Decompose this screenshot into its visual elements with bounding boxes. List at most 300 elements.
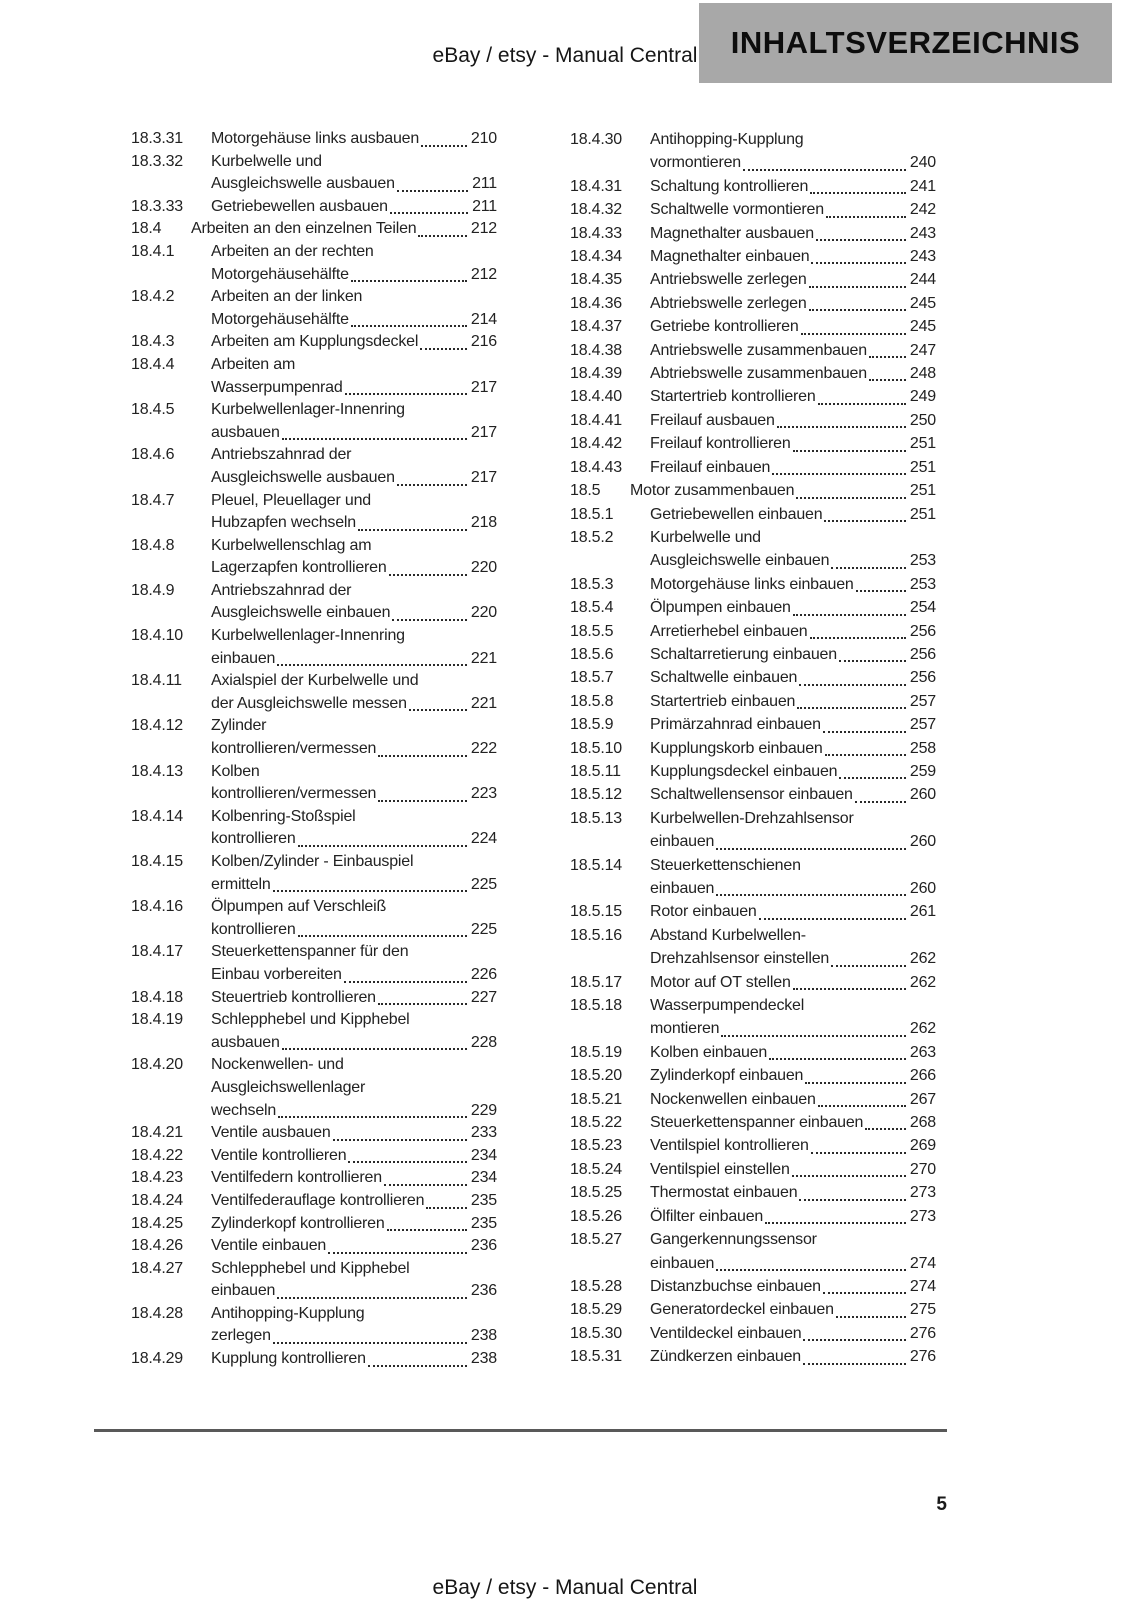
toc-entry-number: 18.4.8 xyxy=(131,536,175,554)
toc-entry-title: Antriebswelle zusammenbauen 247 xyxy=(650,339,936,362)
toc-entry-title: Schaltwelle einbauen 256 xyxy=(650,666,936,689)
toc-entry-title: Kolbenring-Stoßspiel kontrollieren 224 xyxy=(211,806,497,851)
toc-entry-page: 241 xyxy=(909,177,936,195)
toc-entry xyxy=(131,399,497,444)
dot-leader xyxy=(799,684,906,686)
toc-entry-title: Getriebewellen einbauen 251 xyxy=(650,503,936,526)
toc-entry-page: 225 xyxy=(470,920,497,938)
toc-entry-page: 220 xyxy=(470,559,497,577)
toc-entry-page: 268 xyxy=(909,1114,936,1132)
toc-entry-title: Getriebewellen ausbauen 211 xyxy=(211,196,497,219)
toc-entry xyxy=(131,1235,497,1258)
dot-leader xyxy=(765,1222,906,1224)
dot-leader xyxy=(811,1152,906,1154)
toc-entry xyxy=(570,432,936,455)
toc-entry-page: 217 xyxy=(470,378,497,396)
toc-entry-number: 18.5.24 xyxy=(570,1160,622,1178)
dot-leader xyxy=(397,484,467,486)
toc-entry-page: 250 xyxy=(909,411,936,429)
dot-leader xyxy=(743,169,906,171)
dot-leader xyxy=(805,1082,906,1084)
toc-entry-title: Arbeiten am Kupplungsdeckel 216 xyxy=(211,331,497,354)
dot-leader xyxy=(378,1003,467,1005)
toc-entry-page: 240 xyxy=(909,154,936,172)
toc-entry xyxy=(131,196,497,219)
toc-entry-page: 263 xyxy=(909,1043,936,1061)
dot-leader xyxy=(397,190,468,192)
toc-entry-page: 260 xyxy=(909,786,936,804)
toc-entry xyxy=(570,713,936,736)
toc-entry-title: Getriebe kontrollieren 245 xyxy=(650,315,936,338)
toc-entry-number: 18.4.19 xyxy=(131,1011,183,1029)
toc-entry-page: 251 xyxy=(909,458,936,476)
toc-entry-number: 18.5.15 xyxy=(570,903,622,921)
toc-entry-page: 258 xyxy=(909,739,936,757)
toc-entry-number: 18.5.19 xyxy=(570,1043,622,1061)
toc-entry-page: 244 xyxy=(909,271,936,289)
toc-entry-number: 18.4.28 xyxy=(131,1304,183,1322)
toc-entry-title: Ventilspiel einstellen 270 xyxy=(650,1158,936,1181)
toc-entry-title: Magnethalter einbauen 243 xyxy=(650,245,936,268)
page-title: INHALTSVERZEICHNIS xyxy=(730,25,1081,60)
toc-entry-number: 18.5.18 xyxy=(570,997,622,1015)
toc-entry-title: Kupplung kontrollieren 238 xyxy=(211,1348,497,1371)
toc-entry-number: 18.5.28 xyxy=(570,1277,622,1295)
toc-entry-title: Nockenwellen- und Ausgleichswellenlager wechseln 229 xyxy=(211,1054,497,1122)
toc-entry-page: 218 xyxy=(470,514,497,532)
toc-entry-title: Arbeiten an den einzelnen Teilen 212 xyxy=(191,218,497,241)
toc-entry-number: 18.4.25 xyxy=(131,1214,183,1232)
dot-leader xyxy=(333,1139,467,1141)
toc-entry-number: 18.4.13 xyxy=(131,762,183,780)
toc-entry-title: Arbeiten an der linken Motorgehäusehälfte 214 xyxy=(211,286,497,331)
toc-entry-number: 18.5.31 xyxy=(570,1348,622,1366)
toc-entry-number: 18.5.29 xyxy=(570,1301,622,1319)
toc-entry xyxy=(570,807,936,854)
toc-entry-number: 18.4.20 xyxy=(131,1056,183,1074)
toc-entry xyxy=(570,503,936,526)
toc-entry-number: 18.4.17 xyxy=(131,943,183,961)
toc-entry-number: 18.5 xyxy=(570,482,601,500)
toc-entry-title: Freilauf einbauen 251 xyxy=(650,456,936,479)
toc-entry-title: Freilauf kontrollieren 251 xyxy=(650,432,936,455)
toc-entry-title: Antihopping-Kupplung vormontieren 240 xyxy=(650,128,936,175)
toc-entry-title: Ventilspiel kontrollieren 269 xyxy=(650,1134,936,1157)
toc-entry xyxy=(570,760,936,783)
dot-leader xyxy=(351,280,467,282)
toc-entry xyxy=(131,1190,497,1213)
toc-entry xyxy=(131,444,497,489)
toc-entry xyxy=(570,198,936,221)
toc-entry-number: 18.4.32 xyxy=(570,201,622,219)
toc-entry-number: 18.4.22 xyxy=(131,1146,183,1164)
dot-leader xyxy=(803,1363,906,1365)
toc-entry-page: 248 xyxy=(909,365,936,383)
dot-leader xyxy=(389,574,467,576)
toc-entry-number: 18.4.9 xyxy=(131,581,175,599)
toc-entry-number: 18.5.25 xyxy=(570,1184,622,1202)
dot-leader xyxy=(278,1116,467,1118)
toc-entry-page: 273 xyxy=(909,1207,936,1225)
dot-leader xyxy=(796,497,906,499)
toc-entry xyxy=(570,924,936,971)
dot-leader xyxy=(869,356,906,358)
dot-leader xyxy=(793,988,906,990)
dot-leader xyxy=(793,450,906,452)
toc-entry xyxy=(131,286,497,331)
toc-entry-number: 18.4.26 xyxy=(131,1237,183,1255)
toc-entry xyxy=(131,670,497,715)
toc-entry-page: 235 xyxy=(470,1191,497,1209)
toc-entry-page: 229 xyxy=(470,1101,497,1119)
toc-entry xyxy=(131,1054,497,1122)
toc-entry-title: Kolben einbauen 263 xyxy=(650,1041,936,1064)
toc-entry-number: 18.4.11 xyxy=(131,672,182,690)
dot-leader xyxy=(298,845,467,847)
dot-leader xyxy=(390,212,468,214)
toc-entry xyxy=(131,535,497,580)
toc-entry-title: Antihopping-Kupplung zerlegen 238 xyxy=(211,1303,497,1348)
toc-entry-number: 18.4.3 xyxy=(131,333,175,351)
dot-leader xyxy=(836,1316,906,1318)
toc-entry xyxy=(570,268,936,291)
dot-leader xyxy=(277,664,467,666)
dot-leader xyxy=(831,965,906,967)
dot-leader xyxy=(421,145,467,147)
toc-entry-page: 274 xyxy=(909,1254,936,1272)
dot-leader xyxy=(409,709,467,711)
toc-entry-page: 236 xyxy=(470,1237,497,1255)
dot-leader xyxy=(273,1342,467,1344)
dot-leader xyxy=(793,614,906,616)
toc-entry-page: 234 xyxy=(470,1169,497,1187)
toc-entry xyxy=(570,690,936,713)
toc-entry xyxy=(570,854,936,901)
toc-entry-page: 262 xyxy=(909,1020,936,1038)
toc-entry-page: 242 xyxy=(909,201,936,219)
toc-entry xyxy=(131,331,497,354)
dot-leader xyxy=(345,393,467,395)
toc-entry-page: 262 xyxy=(909,950,936,968)
dot-leader xyxy=(803,1339,905,1341)
toc-entry-title: Ventilfedern kontrollieren 234 xyxy=(211,1167,497,1190)
toc-entry-number: 18.4.31 xyxy=(570,177,622,195)
toc-entry-number: 18.3.33 xyxy=(131,197,183,215)
toc-entry xyxy=(570,362,936,385)
toc-entry-number: 18.4.42 xyxy=(570,435,622,453)
toc-entry-number: 18.5.14 xyxy=(570,856,622,874)
toc-entry-title: Steuerkettenschienen einbauen 260 xyxy=(650,854,936,901)
toc-entry-page: 267 xyxy=(909,1090,936,1108)
toc-entry-title: Rotor einbauen 261 xyxy=(650,900,936,923)
dot-leader xyxy=(716,848,906,850)
toc-entry-page: 212 xyxy=(470,265,497,283)
toc-entry xyxy=(570,666,936,689)
toc-entry-page: 211 xyxy=(472,175,497,193)
toc-entry-title: Startertrieb einbauen 257 xyxy=(650,690,936,713)
toc-entry-title: Magnethalter ausbauen 243 xyxy=(650,222,936,245)
toc-entry-page: 238 xyxy=(470,1327,497,1345)
dot-leader xyxy=(799,1199,905,1201)
dot-leader xyxy=(772,473,906,475)
toc-entry xyxy=(570,1228,936,1275)
toc-entry xyxy=(570,620,936,643)
toc-entry-number: 18.4.33 xyxy=(570,224,622,242)
toc-entry-title: Abtriebswelle zusammenbauen 248 xyxy=(650,362,936,385)
toc-entry-page: 212 xyxy=(470,220,497,238)
toc-entry-title: Motor auf OT stellen 262 xyxy=(650,971,936,994)
toc-entry-title: Kurbelwelle und Ausgleichswelle einbauen 253 xyxy=(650,526,936,573)
toc-entry-title: Kupplungskorb einbauen 258 xyxy=(650,737,936,760)
toc-entry-title: Kolben kontrollieren/vermessen 223 xyxy=(211,761,497,806)
toc-entry-number: 18.5.9 xyxy=(570,716,614,734)
toc-entry-number: 18.5.5 xyxy=(570,622,614,640)
toc-entry-number: 18.4.41 xyxy=(570,411,622,429)
toc-entry-page: 276 xyxy=(909,1348,936,1366)
toc-entry-title: Abtriebswelle zerlegen 245 xyxy=(650,292,936,315)
dot-leader xyxy=(716,1269,906,1271)
dot-leader xyxy=(809,286,906,288)
toc-entry-number: 18.5.6 xyxy=(570,645,614,663)
toc-entry-title: Kurbelwellenschlag am Lagerzapfen kontrollieren 220 xyxy=(211,535,497,580)
toc-entry xyxy=(131,851,497,896)
dot-leader xyxy=(865,1128,906,1130)
toc-entry-title: Schaltwelle vormontieren 242 xyxy=(650,198,936,221)
toc-entry-number: 18.4.35 xyxy=(570,271,622,289)
toc-column-left xyxy=(131,128,497,1371)
toc-entry xyxy=(570,1134,936,1157)
toc-entry-number: 18.5.13 xyxy=(570,809,622,827)
toc-entry-title: Zylinderkopf einbauen 266 xyxy=(650,1064,936,1087)
toc-entry-title: Arbeiten an der rechten Motorgehäusehälfte 212 xyxy=(211,241,497,286)
toc-entry-page: 210 xyxy=(470,130,497,147)
toc-entry-page: 233 xyxy=(470,1124,497,1142)
toc-entry-page: 235 xyxy=(470,1214,497,1232)
toc-entry xyxy=(131,580,497,625)
toc-entry-page: 220 xyxy=(470,604,497,622)
toc-entry-page: 251 xyxy=(909,482,936,500)
toc-entry-number: 18.4.37 xyxy=(570,318,622,336)
footer-doc-label: eBay / etsy - Manual Central xyxy=(432,1576,698,1599)
toc-entry-number: 18.5.20 xyxy=(570,1067,622,1085)
toc-entry-number: 18.4.4 xyxy=(131,355,175,373)
toc-entry xyxy=(570,222,936,245)
toc-entry-page: 247 xyxy=(909,341,936,359)
toc-entry-title: Motor zusammenbauen 251 xyxy=(630,479,936,502)
toc-entry xyxy=(131,987,497,1010)
toc-entry-title: Ventilfederauflage kontrollieren 235 xyxy=(211,1190,497,1213)
toc-entry-page: 214 xyxy=(470,310,497,328)
toc-entry xyxy=(131,1145,497,1168)
dot-leader xyxy=(277,1297,467,1299)
toc-entry-number: 18.4.29 xyxy=(131,1350,183,1368)
toc-entry-page: 223 xyxy=(470,785,497,803)
toc-entry-number: 18.5.17 xyxy=(570,973,622,991)
dot-leader xyxy=(378,800,467,802)
toc-entry xyxy=(131,1122,497,1145)
toc-entry-number: 18.4.34 xyxy=(570,248,622,266)
toc-entry xyxy=(131,625,497,670)
toc-entry xyxy=(131,896,497,941)
toc-entry-title: Schlepphebel und Kipphebel ausbauen 228 xyxy=(211,1009,497,1054)
toc-entry-page: 257 xyxy=(909,716,936,734)
toc-entry-page: 238 xyxy=(470,1350,497,1368)
toc-entry-page: 253 xyxy=(909,575,936,593)
toc-entry-page: 260 xyxy=(909,833,936,851)
toc-entry-number: 18.4.38 xyxy=(570,341,622,359)
toc-entry-number: 18.4.30 xyxy=(570,131,622,148)
dot-leader xyxy=(831,567,906,569)
toc-entry-title: Abstand Kurbelwellen- Drehzahlsensor einstellen 262 xyxy=(650,924,936,971)
title-band xyxy=(699,3,1112,83)
toc-entry-page: 221 xyxy=(470,649,497,667)
dot-leader xyxy=(426,1207,467,1209)
toc-entry-title: Ventile ausbauen 233 xyxy=(211,1122,497,1145)
dot-leader xyxy=(298,935,467,937)
toc-entry-title: Primärzahnrad einbauen 257 xyxy=(650,713,936,736)
toc-entry-number: 18.4.24 xyxy=(131,1191,183,1209)
dot-leader xyxy=(818,403,906,405)
toc-entry xyxy=(570,1345,936,1368)
toc-entry-page: 221 xyxy=(470,694,497,712)
dot-leader xyxy=(777,426,906,428)
toc-entry-title: Steuerkettenspanner für den Einbau vorbereiten 226 xyxy=(211,941,497,986)
toc-entry xyxy=(570,479,936,502)
dot-leader xyxy=(824,520,905,522)
toc-entry xyxy=(570,1205,936,1228)
toc-entry-number: 18.5.30 xyxy=(570,1324,622,1342)
toc-entry-title: Axialspiel der Kurbelwelle und der Ausgleichswelle messen 221 xyxy=(211,670,497,715)
dot-leader xyxy=(816,239,906,241)
toc-entry xyxy=(131,1213,497,1236)
dot-leader xyxy=(328,1252,467,1254)
toc-entry-page: 222 xyxy=(470,740,497,758)
toc-entry-number: 18.5.2 xyxy=(570,528,614,546)
dot-leader xyxy=(792,1175,906,1177)
toc-entry-page: 270 xyxy=(909,1160,936,1178)
toc-entry-title: Kurbelwellenlager-Innenring einbauen 221 xyxy=(211,625,497,670)
toc-entry xyxy=(570,456,936,479)
dot-leader xyxy=(818,1105,906,1107)
toc-entry xyxy=(131,761,497,806)
toc-entry-number: 18.4.5 xyxy=(131,401,175,419)
dot-leader xyxy=(856,590,906,592)
toc-entry xyxy=(570,526,936,573)
toc-entry xyxy=(131,151,497,196)
toc-entry-page: 260 xyxy=(909,880,936,897)
toc-entry-number: 18.3.31 xyxy=(131,130,183,147)
toc-entry-title: Arbeiten am Wasserpumpenrad 217 xyxy=(211,354,497,399)
header-doc-label: eBay / etsy - Manual Central xyxy=(432,44,698,67)
toc-entry-page: 256 xyxy=(909,622,936,640)
toc-entry-title: Schaltarretierung einbauen 256 xyxy=(650,643,936,666)
toc-entry-page: 226 xyxy=(470,965,497,983)
toc-entry xyxy=(570,1181,936,1204)
toc-entry xyxy=(570,1064,936,1087)
dot-leader xyxy=(826,216,906,218)
dot-leader xyxy=(282,438,467,440)
toc-entry-number: 18.4.16 xyxy=(131,898,183,916)
toc-entry-title: Ventile kontrollieren 234 xyxy=(211,1145,497,1168)
toc-entry-title: Zylinderkopf kontrollieren 235 xyxy=(211,1213,497,1236)
toc-entry-page: 228 xyxy=(470,1033,497,1051)
dot-leader xyxy=(282,1048,467,1050)
toc-entry xyxy=(570,994,936,1041)
toc-entry-number: 18.4.15 xyxy=(131,853,183,870)
toc-entry-number: 18.4.36 xyxy=(570,294,622,312)
toc-entry xyxy=(570,1298,936,1321)
toc-entry-number: 18.4.6 xyxy=(131,446,175,464)
toc-entry-number: 18.4.23 xyxy=(131,1169,183,1187)
toc-entry-title: Ventile einbauen 236 xyxy=(211,1235,497,1258)
dot-leader xyxy=(825,754,906,756)
toc-entry xyxy=(131,1167,497,1190)
toc-entry-number: 18.5.23 xyxy=(570,1137,622,1155)
toc-entry xyxy=(131,941,497,986)
toc-entry-page: 245 xyxy=(909,294,936,312)
toc-entry-page: 261 xyxy=(909,903,936,921)
toc-entry-page: 254 xyxy=(909,599,936,617)
toc-entry xyxy=(131,1258,497,1303)
toc-entry xyxy=(131,1009,497,1054)
toc-entry xyxy=(570,385,936,408)
toc-entry-page: 269 xyxy=(909,1137,936,1155)
toc-entry-title: Kupplungsdeckel einbauen 259 xyxy=(650,760,936,783)
toc-entry-page: 259 xyxy=(909,762,936,780)
dot-leader xyxy=(368,1365,467,1367)
toc-entry-page: 253 xyxy=(909,552,936,570)
toc-entry-title: Nockenwellen einbauen 267 xyxy=(650,1088,936,1111)
toc-entry-title: Kolben/Zylinder - Einbauspiel ermitteln 225 xyxy=(211,851,497,896)
toc-entry-page: 234 xyxy=(470,1146,497,1164)
dot-leader xyxy=(839,660,906,662)
toc-entry-number: 18.5.4 xyxy=(570,599,614,617)
toc-entry xyxy=(131,715,497,760)
dot-leader xyxy=(823,731,906,733)
toc-entry-title: Thermostat einbauen 273 xyxy=(650,1181,936,1204)
toc-entry-title: Motorgehäuse links einbauen 253 xyxy=(650,573,936,596)
dot-leader xyxy=(378,755,467,757)
toc-entry-page: 224 xyxy=(470,830,497,848)
toc-entry-page: 243 xyxy=(909,224,936,242)
dot-leader xyxy=(810,192,906,194)
toc-entry xyxy=(570,245,936,268)
dot-leader xyxy=(769,1058,906,1060)
toc-entry-number: 18.5.3 xyxy=(570,575,614,593)
toc-entry-number: 18.5.21 xyxy=(570,1090,622,1108)
toc-entry xyxy=(570,1275,936,1298)
toc-entry-number: 18.4.12 xyxy=(131,717,183,735)
toc-entry-number: 18.4.39 xyxy=(570,365,622,383)
toc-entry xyxy=(570,315,936,338)
toc-entry xyxy=(570,573,936,596)
dot-leader xyxy=(351,325,467,327)
toc-entry-number: 18.4.10 xyxy=(131,627,183,645)
toc-entry-page: 249 xyxy=(909,388,936,406)
toc-entry-number: 18.4.1 xyxy=(131,242,175,260)
toc-entry-title: Kurbelwelle und Ausgleichswelle ausbauen 211 xyxy=(211,151,497,196)
toc-entry-page: 211 xyxy=(472,197,497,215)
toc-entry-title: Steuerkettenspanner einbauen 268 xyxy=(650,1111,936,1134)
toc-entry-number: 18.5.8 xyxy=(570,692,614,710)
dot-leader xyxy=(811,262,905,264)
dot-leader xyxy=(384,1184,467,1186)
toc-entry-title: Distanzbuchse einbauen 274 xyxy=(650,1275,936,1298)
toc-entry-number: 18.5.16 xyxy=(570,926,622,944)
dot-leader xyxy=(759,918,906,920)
dot-leader xyxy=(721,1035,906,1037)
toc-entry-title: Ölfilter einbauen 273 xyxy=(650,1205,936,1228)
